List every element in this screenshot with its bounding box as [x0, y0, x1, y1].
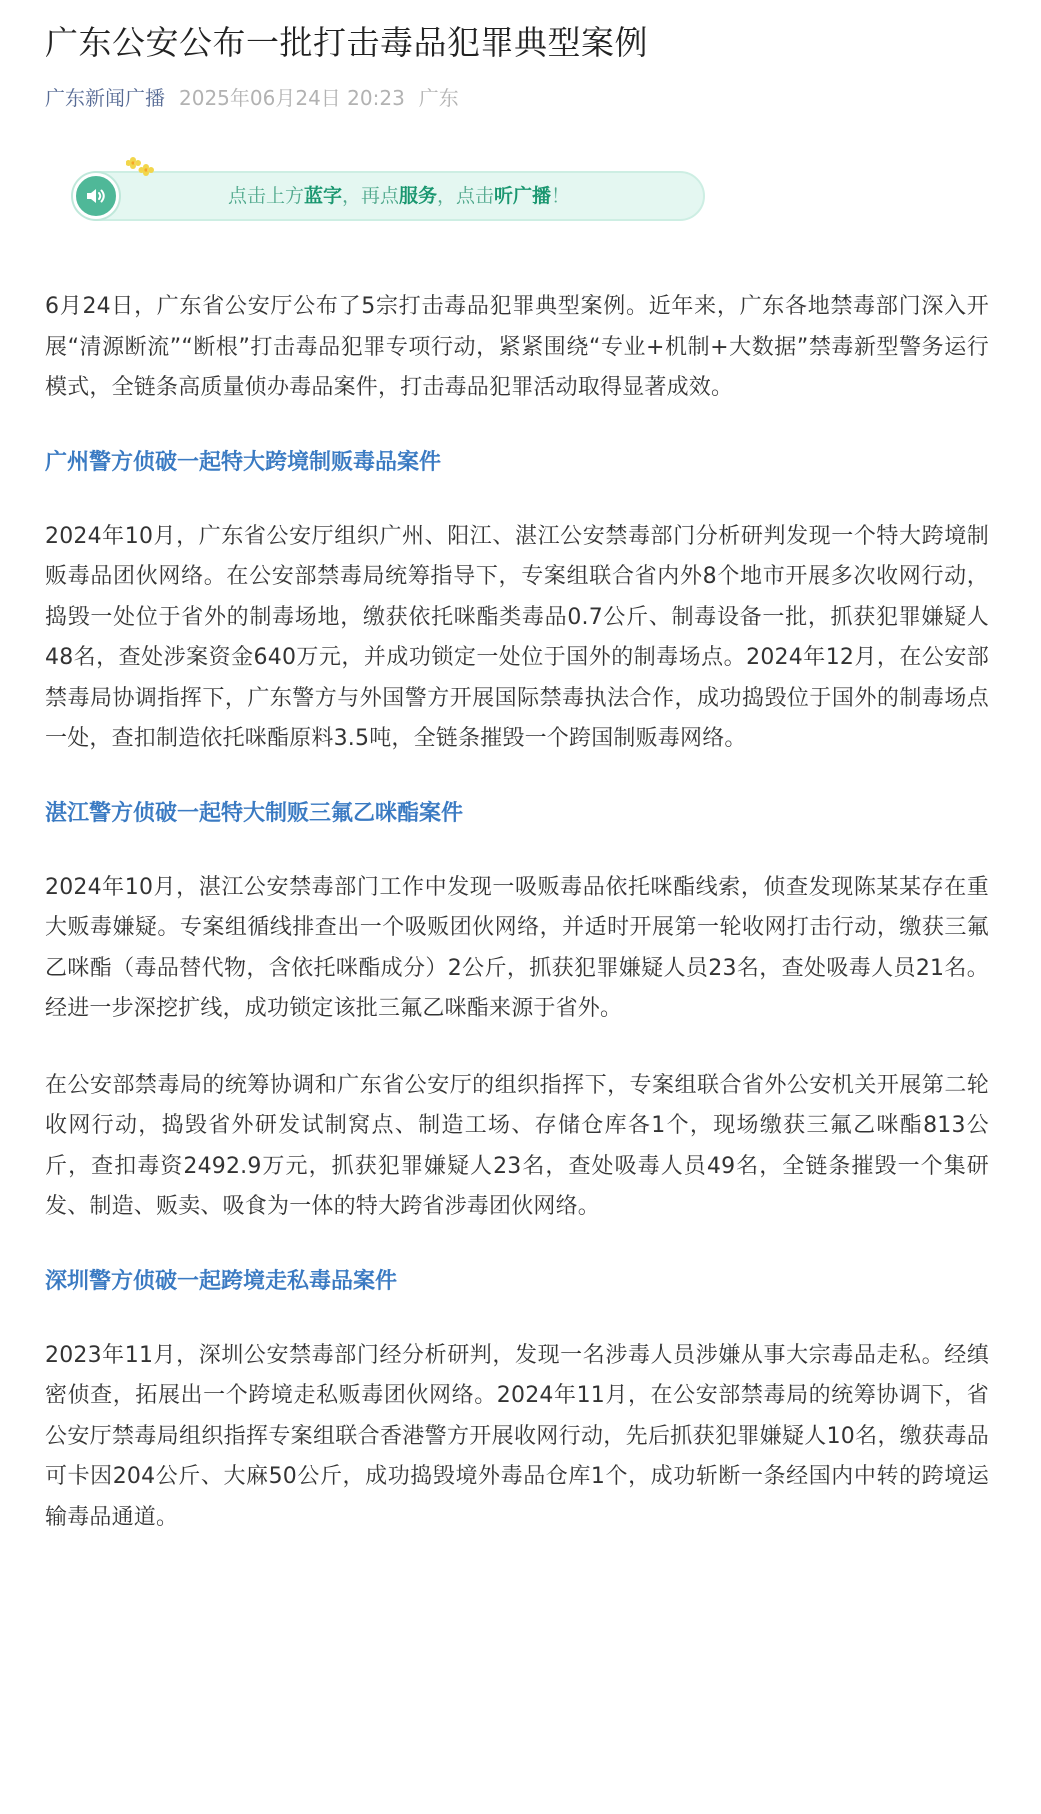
keyword-service: 服务: [398, 185, 437, 207]
case-heading-guangzhou: 广州警方侦破一起特大跨境制贩毒品案件: [45, 449, 442, 475]
keyword-listen: 听广播: [494, 185, 552, 207]
publish-date: 2025年06月24日 20:23: [179, 86, 405, 110]
publish-location: 广东: [418, 86, 459, 110]
case-heading-zhanjiang: 湛江警方侦破一起特大制贩三氟乙咪酯案件: [45, 800, 464, 826]
case-paragraph-shenzhen: 2023年11月，深圳公安禁毒部门经分析研判，发现一名涉毒人员涉嫌从事大宗毒品走私。经缜密侦查，拓展出一个跨境走私贩毒团伙网络。2024年11月，在公安部禁毒局的统筹协调下，省公安厅禁毒局组织指挥专案组联合香港警方开展收网行动，先后抓获犯罪嫌疑人10名，缴获毒品可卡因204公斤、大麻50公斤，成功捣毁境外毒品仓库1个，成功斩断一条经国内中转的跨境运输毒品通道。: [45, 1342, 989, 1530]
article-body: [45, 287, 989, 1538]
case-paragraph-zhanjiang-2: 在公安部禁毒局的统筹协调和广东省公安厅的组织指挥下，专案组联合省外公安机关开展第二轮收网行动，捣毁省外研发试制窝点、制造工场、存储仓库各1个，现场缴获三氟乙咪酯813公斤，查扣毒资2492.9万元，抓获犯罪嫌疑人23名，查处吸毒人员49名，全链条摧毁一个集研发、制造、贩卖、吸食为一体的特大跨省涉毒团伙网络。: [45, 1072, 989, 1219]
listen-banner[interactable]: [73, 171, 705, 221]
article-title: 广东公安公布一批打击毒品犯罪典型案例: [45, 23, 648, 62]
listen-banner-text: 点击上方蓝字，再点服务，点击听广播！: [227, 185, 571, 207]
intro-paragraph: 6月24日，广东省公安厅公布了5宗打击毒品犯罪典型案例。近年来，广东各地禁毒部门深入开展“清源断流”“断根”打击毒品犯罪专项行动，紧紧围绕“专业+机制+大数据”禁毒新型警务运行模式，全链条高质量侦办毒品案件，打击毒品犯罪活动取得显著成效。: [45, 294, 989, 400]
account-name-link[interactable]: 广东新闻广播: [45, 86, 165, 110]
listen-banner-pill: [73, 171, 705, 221]
case-paragraph-guangzhou: 2024年10月，广东省公安厅组织广州、阳江、湛江公安禁毒部门分析研判发现一个特大跨境制贩毒品团伙网络。在公安部禁毒局统筹指导下，专案组联合省内外8个地市开展多次收网行动，捣毁一处位于省外的制毒场地，缴获依托咪酯类毒品0.7公斤、制毒设备一批，抓获犯罪嫌疑人48名，查处涉案资金640万元，并成功锁定一处位于国外的制毒场点。2024年12月，在公安部禁毒局协调指挥下，广东警方与外国警方开展国际禁毒执法合作，成功捣毁位于国外的制毒场点一处，查扣制造依托咪酯原料3.5吨，全链条摧毁一个跨国制贩毒网络。: [45, 523, 989, 751]
keyword-blue-text: 蓝字: [303, 185, 342, 207]
case-heading-shenzhen: 深圳警方侦破一起跨境走私毒品案件: [45, 1268, 398, 1294]
case-paragraph-zhanjiang-1: 2024年10月，湛江公安禁毒部门工作中发现一吸贩毒品依托咪酯线索，侦查发现陈某某存在重大贩毒嫌疑。专案组循线排查出一个吸贩团伙网络，并适时开展第一轮收网打击行动，缴获三氟乙咪酯（毒品替代物，含依托咪酯成分）2公斤，抓获犯罪嫌疑人员23名，查处吸毒人员21名。经进一步深挖扩线，成功锁定该批三氟乙咪酯来源于省外。: [45, 874, 989, 1021]
flower-icon: [126, 155, 156, 181]
article-meta: [45, 83, 989, 113]
speaker-icon[interactable]: [73, 173, 119, 219]
